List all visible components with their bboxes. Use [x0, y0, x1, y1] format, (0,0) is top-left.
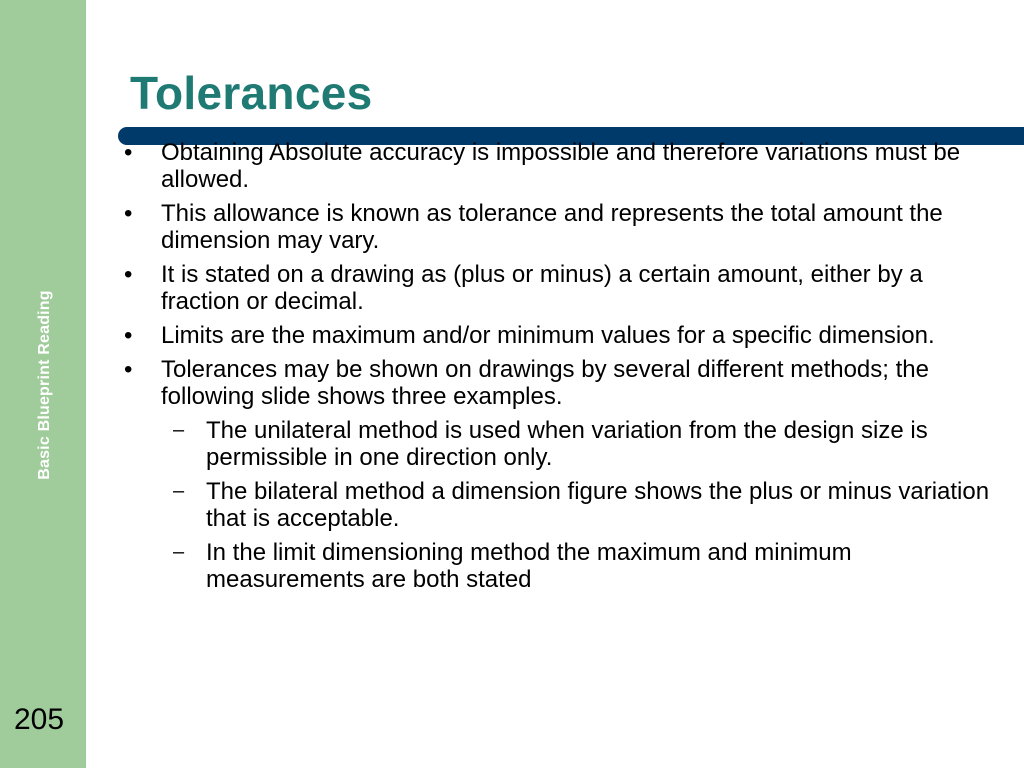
sub-bullet-list	[161, 417, 1000, 593]
bullet-item-1	[120, 139, 1000, 193]
bullet-dot-icon: •	[124, 200, 133, 227]
sub-bullet-text: The bilateral method a dimension figure shows the plus or minus variation that is acceptable.	[206, 478, 990, 532]
bullet-text: Obtaining Absolute accuracy is impossible and therefore variations must be allowed.	[161, 139, 961, 193]
bullet-item-4	[120, 322, 1000, 349]
sub-bullet-item-2	[161, 478, 1000, 532]
bullet-dot-icon: •	[124, 139, 133, 166]
bullet-dot-icon: •	[124, 322, 133, 349]
bullet-text: Tolerances may be shown on drawings by several different methods; the following slide shows three examples.	[161, 356, 929, 410]
sub-bullet-item-1	[161, 417, 1000, 471]
bullet-list	[120, 139, 1000, 593]
bullet-item-5	[120, 356, 1000, 593]
sub-bullet-item-3	[161, 539, 1000, 593]
bullet-dot-icon: •	[124, 261, 133, 288]
sidebar-band	[0, 0, 86, 768]
bullet-text: Limits are the maximum and/or minimum values for a specific dimension.	[161, 322, 935, 349]
bullet-item-3	[120, 261, 1000, 315]
bullet-item-2	[120, 200, 1000, 254]
sub-bullet-text: In the limit dimensioning method the maximum and minimum measurements are both stated	[206, 539, 852, 593]
dash-bullet-icon: –	[173, 419, 185, 441]
page-number: 205	[14, 703, 65, 736]
sub-bullet-text: The unilateral method is used when variation from the design size is permissible in one direction only.	[206, 417, 928, 471]
slide-content	[120, 139, 1000, 600]
dash-bullet-icon: –	[173, 480, 185, 502]
slide-title: Tolerances	[130, 67, 373, 119]
dash-bullet-icon: –	[173, 541, 185, 563]
sidebar-course-label: Basic Blueprint Reading	[36, 290, 53, 480]
bullet-text: It is stated on a drawing as (plus or minus) a certain amount, either by a fraction or decimal.	[161, 261, 923, 315]
bullet-text: This allowance is known as tolerance and represents the total amount the dimension may vary.	[161, 200, 943, 254]
bullet-dot-icon: •	[124, 356, 133, 383]
